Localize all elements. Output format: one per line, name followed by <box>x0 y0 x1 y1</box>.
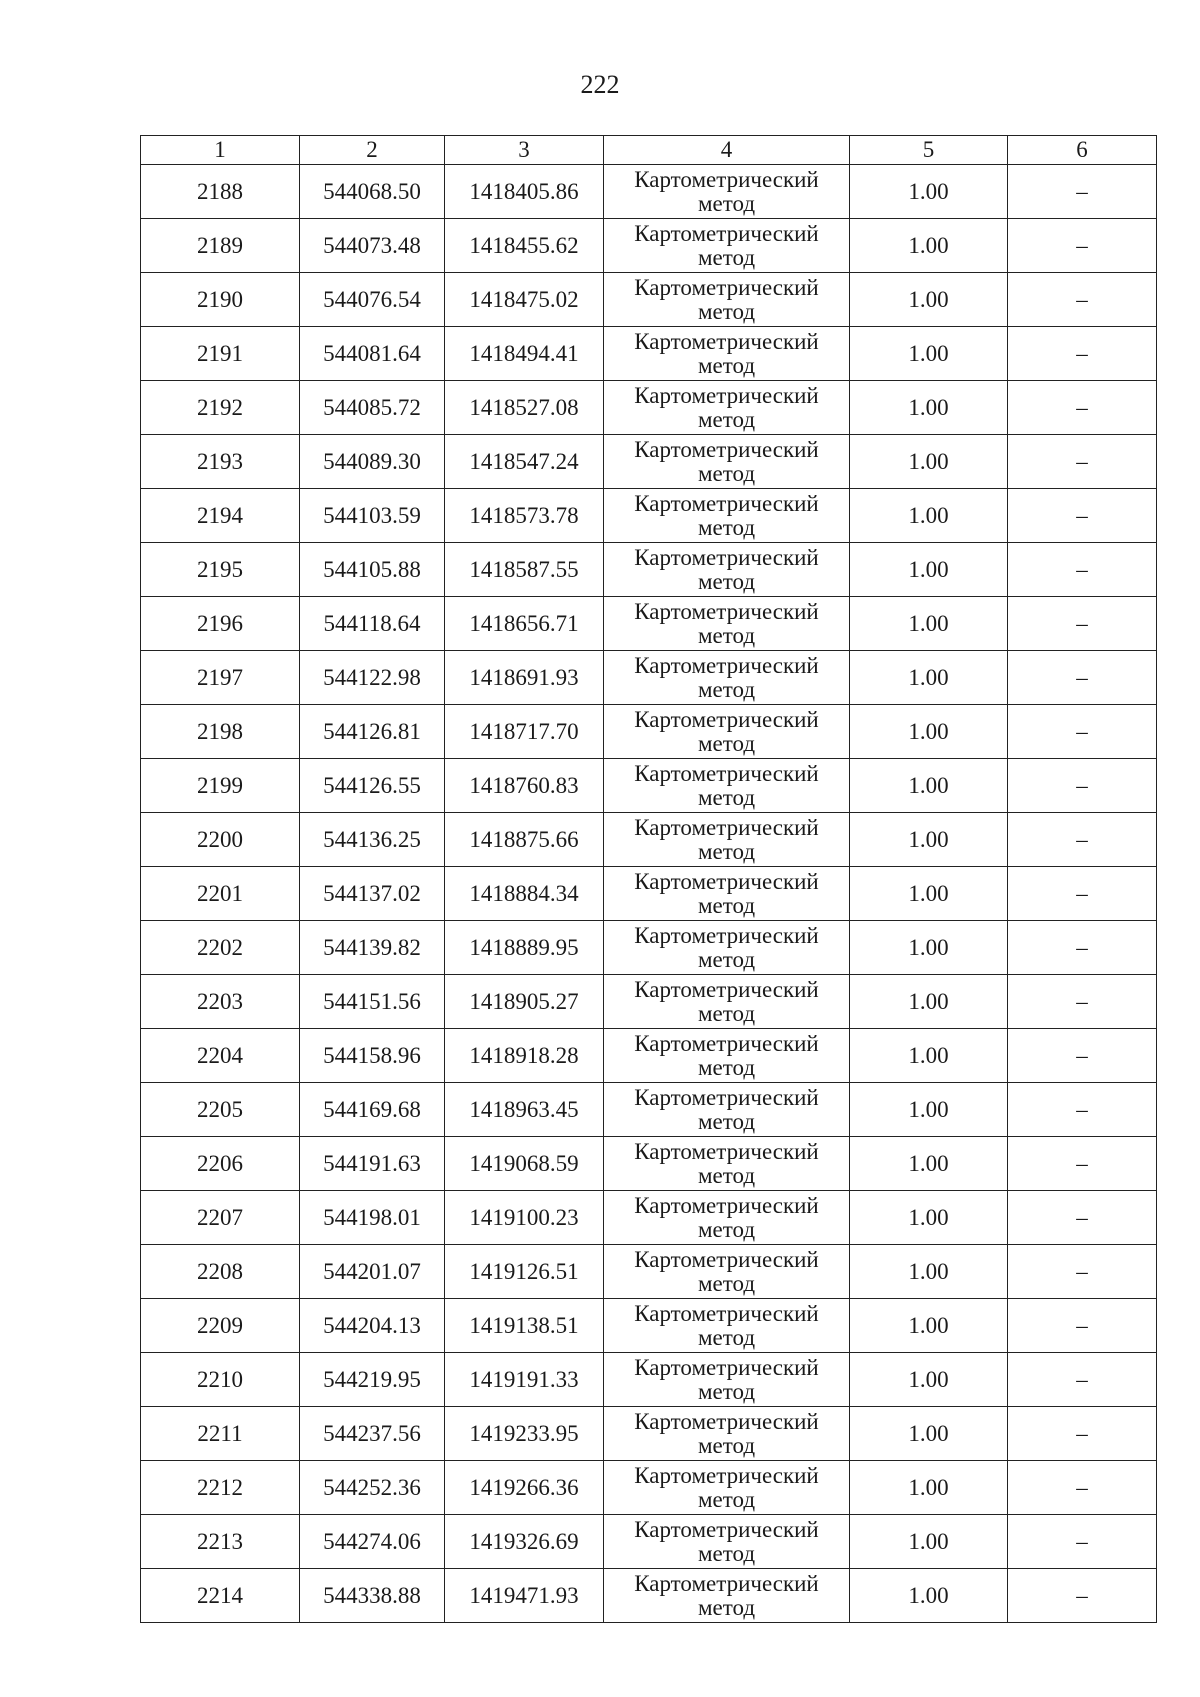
x-coordinate-cell: 544105.88 <box>300 543 445 597</box>
method-cell <box>604 165 850 219</box>
note-cell: – <box>1008 921 1157 975</box>
method-line-2: метод <box>697 1162 756 1188</box>
y-coordinate-cell: 1418884.34 <box>445 867 604 921</box>
point-number-cell: 2199 <box>141 759 300 813</box>
point-number-cell: 2209 <box>141 1299 300 1353</box>
method-line-1: Картометрический <box>634 1138 819 1164</box>
x-coordinate-cell: 544137.02 <box>300 867 445 921</box>
table-row <box>141 759 1157 813</box>
table-row <box>141 1407 1157 1461</box>
table-row <box>141 1569 1157 1623</box>
y-coordinate-cell: 1419138.51 <box>445 1299 604 1353</box>
note-cell: – <box>1008 975 1157 1029</box>
point-number-cell: 2188 <box>141 165 300 219</box>
point-number-cell: 2213 <box>141 1515 300 1569</box>
x-coordinate-cell: 544198.01 <box>300 1191 445 1245</box>
table-row <box>141 165 1157 219</box>
table-row <box>141 813 1157 867</box>
method-line-2: метод <box>697 1216 756 1242</box>
table-row <box>141 1299 1157 1353</box>
method-line-2: метод <box>697 676 756 702</box>
method-line-2: метод <box>697 1000 756 1026</box>
column-header-3: 3 <box>445 136 604 165</box>
note-cell: – <box>1008 759 1157 813</box>
note-cell: – <box>1008 813 1157 867</box>
precision-cell: 1.00 <box>850 165 1008 219</box>
note-cell: – <box>1008 1083 1157 1137</box>
precision-cell: 1.00 <box>850 813 1008 867</box>
table-row <box>141 975 1157 1029</box>
y-coordinate-cell: 1418691.93 <box>445 651 604 705</box>
method-cell <box>604 273 850 327</box>
precision-cell: 1.00 <box>850 1353 1008 1407</box>
precision-cell: 1.00 <box>850 1137 1008 1191</box>
point-number-cell: 2204 <box>141 1029 300 1083</box>
table-row <box>141 489 1157 543</box>
point-number-cell: 2214 <box>141 1569 300 1623</box>
method-cell <box>604 705 850 759</box>
precision-cell: 1.00 <box>850 651 1008 705</box>
table-row <box>141 1083 1157 1137</box>
method-line-2: метод <box>697 1270 756 1296</box>
note-cell: – <box>1008 489 1157 543</box>
method-cell <box>604 1137 850 1191</box>
note-cell: – <box>1008 543 1157 597</box>
precision-cell: 1.00 <box>850 327 1008 381</box>
method-line-1: Картометрический <box>634 1192 819 1218</box>
note-cell: – <box>1008 1407 1157 1461</box>
x-coordinate-cell: 544201.07 <box>300 1245 445 1299</box>
x-coordinate-cell: 544237.56 <box>300 1407 445 1461</box>
x-coordinate-cell: 544136.25 <box>300 813 445 867</box>
point-number-cell: 2193 <box>141 435 300 489</box>
precision-cell: 1.00 <box>850 759 1008 813</box>
table-header <box>141 136 1157 165</box>
method-line-1: Картометрический <box>634 976 819 1002</box>
precision-cell: 1.00 <box>850 489 1008 543</box>
note-cell: – <box>1008 1191 1157 1245</box>
method-line-1: Картометрический <box>634 1462 819 1488</box>
table-row <box>141 219 1157 273</box>
x-coordinate-cell: 544219.95 <box>300 1353 445 1407</box>
y-coordinate-cell: 1419471.93 <box>445 1569 604 1623</box>
method-line-1: Картометрический <box>634 220 819 246</box>
note-cell: – <box>1008 1353 1157 1407</box>
method-cell <box>604 543 850 597</box>
point-number-cell: 2212 <box>141 1461 300 1515</box>
table-row <box>141 705 1157 759</box>
point-number-cell: 2208 <box>141 1245 300 1299</box>
method-line-1: Картометрический <box>634 1570 819 1596</box>
method-line-2: метод <box>697 946 756 972</box>
precision-cell: 1.00 <box>850 975 1008 1029</box>
method-line-2: метод <box>697 568 756 594</box>
method-line-1: Картометрический <box>634 1516 819 1542</box>
table-row <box>141 1191 1157 1245</box>
note-cell: – <box>1008 435 1157 489</box>
column-header-1: 1 <box>141 136 300 165</box>
method-line-1: Картометрический <box>634 1300 819 1326</box>
method-cell <box>604 381 850 435</box>
precision-cell: 1.00 <box>850 1083 1008 1137</box>
y-coordinate-cell: 1418547.24 <box>445 435 604 489</box>
y-coordinate-cell: 1418494.41 <box>445 327 604 381</box>
x-coordinate-cell: 544085.72 <box>300 381 445 435</box>
x-coordinate-cell: 544169.68 <box>300 1083 445 1137</box>
method-line-1: Картометрический <box>634 166 819 192</box>
method-line-2: метод <box>697 1594 756 1620</box>
table-row <box>141 1353 1157 1407</box>
method-cell <box>604 921 850 975</box>
point-number-cell: 2201 <box>141 867 300 921</box>
method-cell <box>604 1515 850 1569</box>
method-line-2: метод <box>697 1054 756 1080</box>
method-cell <box>604 813 850 867</box>
method-cell <box>604 651 850 705</box>
y-coordinate-cell: 1418760.83 <box>445 759 604 813</box>
point-number-cell: 2189 <box>141 219 300 273</box>
method-line-1: Картометрический <box>634 274 819 300</box>
page-number: 222 <box>580 70 620 99</box>
method-cell <box>604 1461 850 1515</box>
precision-cell: 1.00 <box>850 1461 1008 1515</box>
precision-cell: 1.00 <box>850 219 1008 273</box>
x-coordinate-cell: 544126.81 <box>300 705 445 759</box>
method-cell <box>604 975 850 1029</box>
y-coordinate-cell: 1418717.70 <box>445 705 604 759</box>
method-cell <box>604 1083 850 1137</box>
method-cell <box>604 1299 850 1353</box>
precision-cell: 1.00 <box>850 921 1008 975</box>
y-coordinate-cell: 1418405.86 <box>445 165 604 219</box>
method-line-2: метод <box>697 514 756 540</box>
method-line-1: Картометрический <box>634 922 819 948</box>
method-cell <box>604 597 850 651</box>
point-number-cell: 2196 <box>141 597 300 651</box>
point-number-cell: 2197 <box>141 651 300 705</box>
x-coordinate-cell: 544252.36 <box>300 1461 445 1515</box>
method-cell <box>604 1029 850 1083</box>
note-cell: – <box>1008 273 1157 327</box>
point-number-cell: 2191 <box>141 327 300 381</box>
y-coordinate-cell: 1418455.62 <box>445 219 604 273</box>
precision-cell: 1.00 <box>850 381 1008 435</box>
table-row <box>141 543 1157 597</box>
method-line-1: Картометрический <box>634 868 819 894</box>
table-row <box>141 327 1157 381</box>
table-row <box>141 273 1157 327</box>
point-number-cell: 2190 <box>141 273 300 327</box>
y-coordinate-cell: 1419100.23 <box>445 1191 604 1245</box>
x-coordinate-cell: 544139.82 <box>300 921 445 975</box>
note-cell: – <box>1008 651 1157 705</box>
note-cell: – <box>1008 219 1157 273</box>
table-row <box>141 867 1157 921</box>
precision-cell: 1.00 <box>850 705 1008 759</box>
method-line-1: Картометрический <box>634 1354 819 1380</box>
x-coordinate-cell: 544073.48 <box>300 219 445 273</box>
note-cell: – <box>1008 597 1157 651</box>
table-row <box>141 1245 1157 1299</box>
method-cell <box>604 1191 850 1245</box>
note-cell: – <box>1008 1461 1157 1515</box>
method-line-1: Картометрический <box>634 1408 819 1434</box>
method-line-2: метод <box>697 244 756 270</box>
note-cell: – <box>1008 1245 1157 1299</box>
y-coordinate-cell: 1419191.33 <box>445 1353 604 1407</box>
note-cell: – <box>1008 1137 1157 1191</box>
method-line-1: Картометрический <box>634 652 819 678</box>
x-coordinate-cell: 544204.13 <box>300 1299 445 1353</box>
method-line-1: Картометрический <box>634 328 819 354</box>
y-coordinate-cell: 1419126.51 <box>445 1245 604 1299</box>
y-coordinate-cell: 1419068.59 <box>445 1137 604 1191</box>
note-cell: – <box>1008 1569 1157 1623</box>
y-coordinate-cell: 1418918.28 <box>445 1029 604 1083</box>
y-coordinate-cell: 1418587.55 <box>445 543 604 597</box>
table-row <box>141 597 1157 651</box>
x-coordinate-cell: 544118.64 <box>300 597 445 651</box>
point-number-cell: 2206 <box>141 1137 300 1191</box>
precision-cell: 1.00 <box>850 435 1008 489</box>
table-row <box>141 1029 1157 1083</box>
note-cell: – <box>1008 1029 1157 1083</box>
method-line-1: Картометрический <box>634 598 819 624</box>
y-coordinate-cell: 1418573.78 <box>445 489 604 543</box>
method-line-1: Картометрический <box>634 1030 819 1056</box>
precision-cell: 1.00 <box>850 273 1008 327</box>
x-coordinate-cell: 544103.59 <box>300 489 445 543</box>
point-number-cell: 2192 <box>141 381 300 435</box>
method-cell <box>604 435 850 489</box>
method-line-1: Картометрический <box>634 814 819 840</box>
method-line-1: Картометрический <box>634 544 819 570</box>
header-row <box>141 136 1157 165</box>
column-header-2: 2 <box>300 136 445 165</box>
y-coordinate-cell: 1418963.45 <box>445 1083 604 1137</box>
note-cell: – <box>1008 1515 1157 1569</box>
precision-cell: 1.00 <box>850 867 1008 921</box>
point-number-cell: 2195 <box>141 543 300 597</box>
method-cell <box>604 1353 850 1407</box>
note-cell: – <box>1008 705 1157 759</box>
column-header-5: 5 <box>850 136 1008 165</box>
method-line-2: метод <box>697 1108 756 1134</box>
method-line-1: Картометрический <box>634 760 819 786</box>
method-line-2: метод <box>697 838 756 864</box>
precision-cell: 1.00 <box>850 1029 1008 1083</box>
method-line-1: Картометрический <box>634 1084 819 1110</box>
method-cell <box>604 327 850 381</box>
method-line-2: метод <box>697 784 756 810</box>
precision-cell: 1.00 <box>850 543 1008 597</box>
y-coordinate-cell: 1419326.69 <box>445 1515 604 1569</box>
y-coordinate-cell: 1419233.95 <box>445 1407 604 1461</box>
method-line-1: Картометрический <box>634 1246 819 1272</box>
x-coordinate-cell: 544158.96 <box>300 1029 445 1083</box>
x-coordinate-cell: 544274.06 <box>300 1515 445 1569</box>
y-coordinate-cell: 1419266.36 <box>445 1461 604 1515</box>
method-line-2: метод <box>697 892 756 918</box>
method-cell <box>604 759 850 813</box>
x-coordinate-cell: 544122.98 <box>300 651 445 705</box>
method-line-2: метод <box>697 1324 756 1350</box>
table-row <box>141 435 1157 489</box>
method-line-1: Картометрический <box>634 436 819 462</box>
precision-cell: 1.00 <box>850 1191 1008 1245</box>
column-header-4: 4 <box>604 136 850 165</box>
table-row <box>141 1137 1157 1191</box>
method-cell <box>604 867 850 921</box>
note-cell: – <box>1008 1299 1157 1353</box>
precision-cell: 1.00 <box>850 1299 1008 1353</box>
x-coordinate-cell: 544076.54 <box>300 273 445 327</box>
method-line-2: метод <box>697 730 756 756</box>
method-line-2: метод <box>697 622 756 648</box>
method-line-1: Картометрический <box>634 382 819 408</box>
method-cell <box>604 1407 850 1461</box>
precision-cell: 1.00 <box>850 597 1008 651</box>
point-number-cell: 2200 <box>141 813 300 867</box>
table-row <box>141 1461 1157 1515</box>
method-line-2: метод <box>697 460 756 486</box>
table-row <box>141 651 1157 705</box>
y-coordinate-cell: 1418656.71 <box>445 597 604 651</box>
y-coordinate-cell: 1418475.02 <box>445 273 604 327</box>
x-coordinate-cell: 544191.63 <box>300 1137 445 1191</box>
note-cell: – <box>1008 867 1157 921</box>
x-coordinate-cell: 544338.88 <box>300 1569 445 1623</box>
note-cell: – <box>1008 165 1157 219</box>
x-coordinate-cell: 544126.55 <box>300 759 445 813</box>
x-coordinate-cell: 544089.30 <box>300 435 445 489</box>
note-cell: – <box>1008 381 1157 435</box>
method-cell <box>604 1245 850 1299</box>
precision-cell: 1.00 <box>850 1407 1008 1461</box>
precision-cell: 1.00 <box>850 1245 1008 1299</box>
method-line-2: метод <box>697 298 756 324</box>
point-number-cell: 2202 <box>141 921 300 975</box>
x-coordinate-cell: 544151.56 <box>300 975 445 1029</box>
method-line-1: Картометрический <box>634 490 819 516</box>
column-header-6: 6 <box>1008 136 1157 165</box>
method-line-2: метод <box>697 406 756 432</box>
method-line-2: метод <box>697 1540 756 1566</box>
method-line-2: метод <box>697 1378 756 1404</box>
point-number-cell: 2194 <box>141 489 300 543</box>
point-number-cell: 2198 <box>141 705 300 759</box>
note-cell: – <box>1008 327 1157 381</box>
y-coordinate-cell: 1418527.08 <box>445 381 604 435</box>
method-cell <box>604 219 850 273</box>
point-number-cell: 2205 <box>141 1083 300 1137</box>
point-number-cell: 2210 <box>141 1353 300 1407</box>
method-cell <box>604 489 850 543</box>
y-coordinate-cell: 1418875.66 <box>445 813 604 867</box>
y-coordinate-cell: 1418905.27 <box>445 975 604 1029</box>
method-line-2: метод <box>697 1432 756 1458</box>
table-row <box>141 1515 1157 1569</box>
point-number-cell: 2211 <box>141 1407 300 1461</box>
precision-cell: 1.00 <box>850 1569 1008 1623</box>
point-number-cell: 2203 <box>141 975 300 1029</box>
method-cell <box>604 1569 850 1623</box>
x-coordinate-cell: 544081.64 <box>300 327 445 381</box>
method-line-2: метод <box>697 1486 756 1512</box>
point-number-cell: 2207 <box>141 1191 300 1245</box>
table-body <box>141 165 1157 1623</box>
method-line-2: метод <box>697 190 756 216</box>
x-coordinate-cell: 544068.50 <box>300 165 445 219</box>
method-line-1: Картометрический <box>634 706 819 732</box>
method-line-2: метод <box>697 352 756 378</box>
precision-cell: 1.00 <box>850 1515 1008 1569</box>
y-coordinate-cell: 1418889.95 <box>445 921 604 975</box>
table-row <box>141 381 1157 435</box>
coordinates-table <box>140 135 1157 1623</box>
table-row <box>141 921 1157 975</box>
